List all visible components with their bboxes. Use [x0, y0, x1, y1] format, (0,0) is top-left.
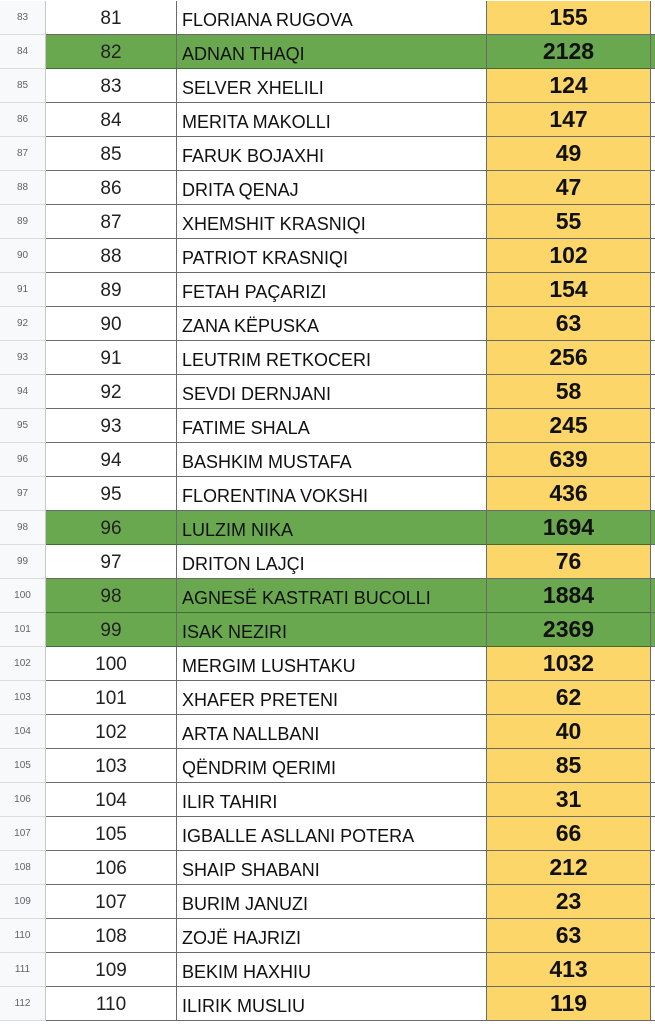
cell-next-column[interactable] — [651, 375, 655, 409]
cell-value[interactable]: 85 — [487, 749, 651, 783]
cell-next-column[interactable] — [651, 409, 655, 443]
table-row — [0, 851, 655, 885]
cell-number[interactable]: 83 — [46, 69, 177, 103]
table-row — [0, 307, 655, 341]
cell-next-column[interactable] — [651, 443, 655, 477]
row-header[interactable]: 107 — [0, 817, 46, 851]
row-header[interactable]: 101 — [0, 613, 46, 647]
cell-value[interactable]: 66 — [487, 817, 651, 851]
table-row — [0, 409, 655, 443]
cell-name[interactable]: XHEMSHIT KRASNIQI — [177, 205, 487, 239]
cell-next-column[interactable] — [651, 919, 655, 953]
row-header[interactable]: 106 — [0, 783, 46, 817]
cell-next-column[interactable] — [651, 477, 655, 511]
table-row — [0, 715, 655, 749]
row-header[interactable]: 88 — [0, 171, 46, 205]
cell-number[interactable]: 87 — [46, 205, 177, 239]
table-row — [0, 545, 655, 579]
row-header[interactable]: 112 — [0, 987, 46, 1021]
row-header[interactable]: 94 — [0, 375, 46, 409]
table-row — [0, 35, 655, 69]
row-header[interactable]: 85 — [0, 69, 46, 103]
cell-next-column[interactable] — [651, 613, 655, 647]
cell-next-column[interactable] — [651, 511, 655, 545]
cell-number[interactable]: 81 — [46, 1, 177, 35]
cell-next-column[interactable] — [651, 885, 655, 919]
cell-next-column[interactable] — [651, 171, 655, 205]
cell-next-column[interactable] — [651, 851, 655, 885]
table-row — [0, 511, 655, 545]
row-header[interactable]: 95 — [0, 409, 46, 443]
cell-next-column[interactable] — [651, 715, 655, 749]
cell-number[interactable]: 104 — [46, 783, 177, 817]
cell-number[interactable]: 94 — [46, 443, 177, 477]
cell-number[interactable]: 86 — [46, 171, 177, 205]
table-row — [0, 239, 655, 273]
cell-value[interactable]: 1884 — [487, 579, 651, 613]
row-header[interactable]: 105 — [0, 749, 46, 783]
table-row — [0, 137, 655, 171]
cell-next-column[interactable] — [651, 749, 655, 783]
cell-name[interactable]: SELVER XHELILI — [177, 69, 487, 103]
row-header[interactable]: 100 — [0, 579, 46, 613]
cell-value[interactable]: 63 — [487, 307, 651, 341]
cell-name[interactable]: QËNDRIM QERIMI — [177, 749, 487, 783]
cell-number[interactable]: 105 — [46, 817, 177, 851]
table-row — [0, 681, 655, 715]
row-header[interactable]: 89 — [0, 205, 46, 239]
cell-next-column[interactable] — [651, 307, 655, 341]
cell-number[interactable]: 109 — [46, 953, 177, 987]
table-row — [0, 341, 655, 375]
cell-value[interactable]: 245 — [487, 409, 651, 443]
cell-number[interactable]: 82 — [46, 35, 177, 69]
cell-name[interactable]: LULZIM NIKA — [177, 511, 487, 545]
cell-next-column[interactable] — [651, 987, 655, 1021]
row-header[interactable]: 87 — [0, 137, 46, 171]
row-header[interactable]: 111 — [0, 953, 46, 987]
cell-next-column[interactable] — [651, 341, 655, 375]
table-row — [0, 749, 655, 783]
cell-number[interactable]: 108 — [46, 919, 177, 953]
cell-name[interactable]: BEKIM HAXHIU — [177, 953, 487, 987]
cell-next-column[interactable] — [651, 647, 655, 681]
cell-name[interactable]: MERGIM LUSHTAKU — [177, 647, 487, 681]
cell-name[interactable]: XHAFER PRETENI — [177, 681, 487, 715]
cell-name[interactable]: ILIR TAHIRI — [177, 783, 487, 817]
row-header[interactable]: 83 — [0, 1, 46, 35]
cell-value[interactable]: 23 — [487, 885, 651, 919]
cell-number[interactable]: 89 — [46, 273, 177, 307]
cell-value[interactable]: 40 — [487, 715, 651, 749]
cell-name[interactable]: DRITA QENAJ — [177, 171, 487, 205]
cell-value[interactable]: 154 — [487, 273, 651, 307]
cell-number[interactable]: 102 — [46, 715, 177, 749]
cell-next-column[interactable] — [651, 35, 655, 69]
cell-value[interactable]: 124 — [487, 69, 651, 103]
cell-next-column[interactable] — [651, 579, 655, 613]
row-header[interactable]: 110 — [0, 919, 46, 953]
cell-value[interactable]: 639 — [487, 443, 651, 477]
row-header[interactable]: 99 — [0, 545, 46, 579]
cell-name[interactable]: DRITON LAJÇI — [177, 545, 487, 579]
row-header[interactable]: 104 — [0, 715, 46, 749]
row-header[interactable]: 84 — [0, 35, 46, 69]
table-row — [0, 783, 655, 817]
cell-number[interactable]: 95 — [46, 477, 177, 511]
cell-next-column[interactable] — [651, 137, 655, 171]
cell-name[interactable]: ILIRIK MUSLIU — [177, 987, 487, 1021]
row-header[interactable]: 92 — [0, 307, 46, 341]
cell-number[interactable]: 91 — [46, 341, 177, 375]
cell-next-column[interactable] — [651, 681, 655, 715]
cell-name[interactable]: FLORENTINA VOKSHI — [177, 477, 487, 511]
cell-next-column[interactable] — [651, 817, 655, 851]
cell-number[interactable]: 106 — [46, 851, 177, 885]
cell-number[interactable]: 110 — [46, 987, 177, 1021]
cell-value[interactable]: 102 — [487, 239, 651, 273]
cell-value[interactable]: 62 — [487, 681, 651, 715]
cell-name[interactable]: ARTA NALLBANI — [177, 715, 487, 749]
cell-name[interactable]: BURIM JANUZI — [177, 885, 487, 919]
cell-name[interactable]: FARUK BOJAXHI — [177, 137, 487, 171]
row-header[interactable]: 103 — [0, 681, 46, 715]
cell-number[interactable]: 96 — [46, 511, 177, 545]
cell-next-column[interactable] — [651, 69, 655, 103]
cell-name[interactable]: ADNAN THAQI — [177, 35, 487, 69]
table-row — [0, 579, 655, 613]
row-header[interactable]: 97 — [0, 477, 46, 511]
cell-value[interactable]: 2369 — [487, 613, 651, 647]
cell-name[interactable]: FATIME SHALA — [177, 409, 487, 443]
cell-next-column[interactable] — [651, 1, 655, 35]
row-header[interactable]: 90 — [0, 239, 46, 273]
cell-name[interactable]: SHAIP SHABANI — [177, 851, 487, 885]
table-row — [0, 273, 655, 307]
cell-name[interactable]: ZOJË HAJRIZI — [177, 919, 487, 953]
table-row — [0, 613, 655, 647]
cell-name[interactable]: ZANA KËPUSKA — [177, 307, 487, 341]
cell-number[interactable]: 98 — [46, 579, 177, 613]
cell-value[interactable]: 212 — [487, 851, 651, 885]
row-header[interactable]: 86 — [0, 103, 46, 137]
cell-value[interactable]: 436 — [487, 477, 651, 511]
cell-number[interactable]: 92 — [46, 375, 177, 409]
cell-value[interactable]: 256 — [487, 341, 651, 375]
cell-name[interactable]: BASHKIM MUSTAFA — [177, 443, 487, 477]
row-header[interactable]: 102 — [0, 647, 46, 681]
cell-value[interactable]: 47 — [487, 171, 651, 205]
cell-number[interactable]: 100 — [46, 647, 177, 681]
cell-number[interactable]: 88 — [46, 239, 177, 273]
cell-next-column[interactable] — [651, 545, 655, 579]
cell-value[interactable]: 55 — [487, 205, 651, 239]
row-header[interactable]: 98 — [0, 511, 46, 545]
cell-name[interactable]: MERITA MAKOLLI — [177, 103, 487, 137]
cell-value[interactable]: 1694 — [487, 511, 651, 545]
row-header[interactable]: 93 — [0, 341, 46, 375]
table-row — [0, 817, 655, 851]
table-row — [0, 443, 655, 477]
cell-next-column[interactable] — [651, 239, 655, 273]
cell-value[interactable]: 63 — [487, 919, 651, 953]
cell-name[interactable]: AGNESË KASTRATI BUCOLLI — [177, 579, 487, 613]
cell-number[interactable]: 97 — [46, 545, 177, 579]
table-row — [0, 987, 655, 1021]
table-row — [0, 885, 655, 919]
cell-next-column[interactable] — [651, 273, 655, 307]
cell-number[interactable]: 90 — [46, 307, 177, 341]
cell-value[interactable]: 49 — [487, 137, 651, 171]
row-header[interactable]: 108 — [0, 851, 46, 885]
cell-number[interactable]: 84 — [46, 103, 177, 137]
cell-value[interactable]: 413 — [487, 953, 651, 987]
cell-next-column[interactable] — [651, 953, 655, 987]
cell-number[interactable]: 93 — [46, 409, 177, 443]
cell-value[interactable]: 155 — [487, 1, 651, 35]
cell-next-column[interactable] — [651, 205, 655, 239]
cell-number[interactable]: 101 — [46, 681, 177, 715]
cell-value[interactable]: 147 — [487, 103, 651, 137]
cell-number[interactable]: 103 — [46, 749, 177, 783]
cell-name[interactable]: IGBALLE ASLLANI POTERA — [177, 817, 487, 851]
cell-name[interactable]: PATRIOT KRASNIQI — [177, 239, 487, 273]
row-header[interactable]: 109 — [0, 885, 46, 919]
cell-number[interactable]: 85 — [46, 137, 177, 171]
table-row — [0, 647, 655, 681]
cell-value[interactable]: 119 — [487, 987, 651, 1021]
table-row — [0, 171, 655, 205]
table-row — [0, 205, 655, 239]
cell-name[interactable]: FLORIANA RUGOVA — [177, 1, 487, 35]
row-header[interactable]: 91 — [0, 273, 46, 307]
cell-next-column[interactable] — [651, 783, 655, 817]
cell-name[interactable]: ISAK NEZIRI — [177, 613, 487, 647]
cell-value[interactable]: 31 — [487, 783, 651, 817]
cell-number[interactable]: 99 — [46, 613, 177, 647]
table-row — [0, 477, 655, 511]
table-row — [0, 375, 655, 409]
row-header[interactable]: 96 — [0, 443, 46, 477]
table-row — [0, 919, 655, 953]
cell-name[interactable]: FETAH PAÇARIZI — [177, 273, 487, 307]
cell-name[interactable]: LEUTRIM RETKOCERI — [177, 341, 487, 375]
cell-value[interactable]: 76 — [487, 545, 651, 579]
cell-number[interactable]: 107 — [46, 885, 177, 919]
table-row — [0, 69, 655, 103]
cell-value[interactable]: 58 — [487, 375, 651, 409]
cell-next-column[interactable] — [651, 103, 655, 137]
cell-value[interactable]: 2128 — [487, 35, 651, 69]
cell-name[interactable]: SEVDI DERNJANI — [177, 375, 487, 409]
cell-value[interactable]: 1032 — [487, 647, 651, 681]
table-row — [0, 103, 655, 137]
table-row — [0, 1, 655, 35]
table-row — [0, 953, 655, 987]
